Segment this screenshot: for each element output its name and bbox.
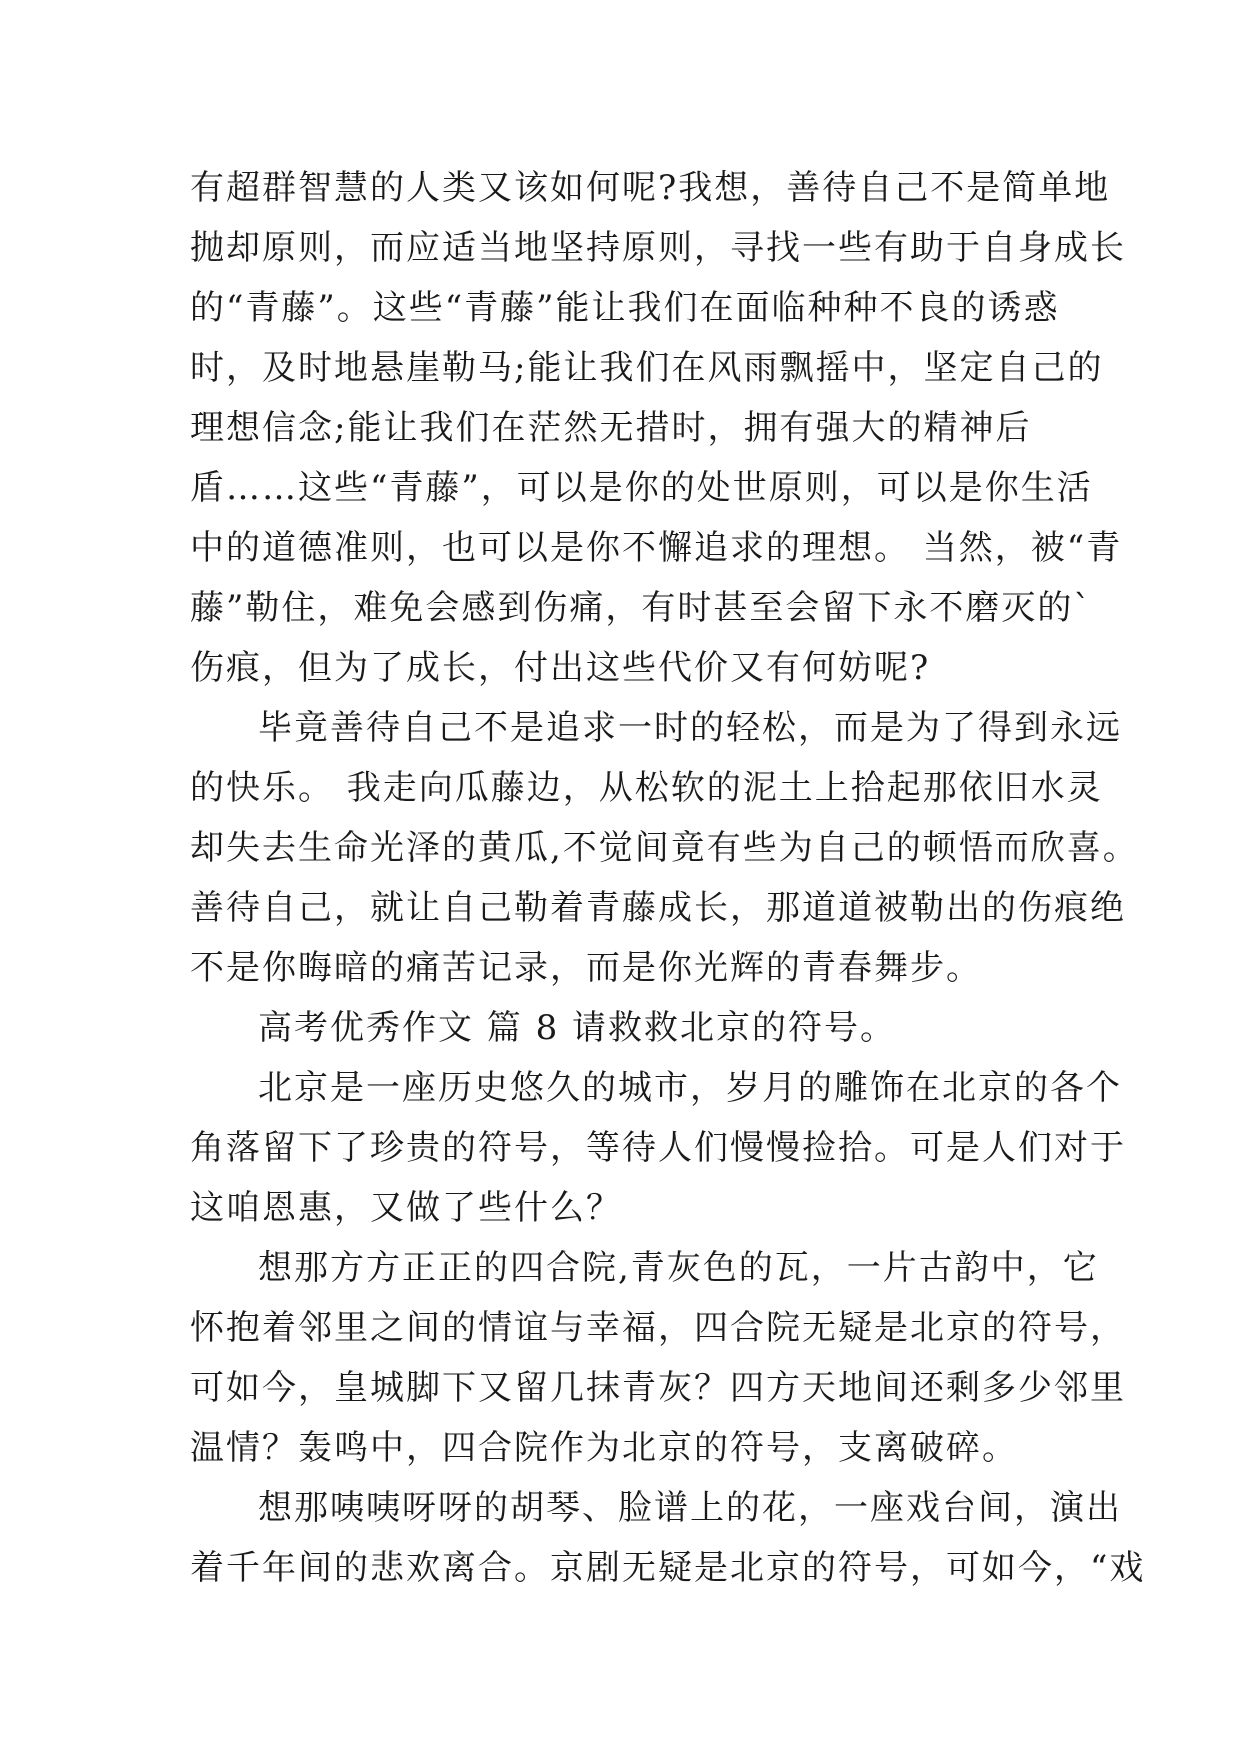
text-line: 有超群智慧的人类又该如何呢?我想，善待自己不是简单地 bbox=[190, 168, 1111, 208]
text-line: 理想信念;能让我们在茫然无措时，拥有强大的精神后 bbox=[190, 408, 1032, 448]
paragraph-start: 想那咦咦呀呀的胡琴、脸谱上的花，一座戏台间，演出 bbox=[258, 1488, 1122, 1528]
paragraph-start: 想那方方正正的四合院,青灰色的瓦，一片古韵中，它 bbox=[258, 1248, 1099, 1288]
text-line: 角落留下了珍贵的符号，等待人们慢慢捡拾。可是人们对于 bbox=[190, 1128, 1126, 1168]
text-line: 善待自己，就让自己勒着青藤成长，那道道被勒出的伤痕绝 bbox=[190, 888, 1126, 928]
text-line: 温情？轰鸣中，四合院作为北京的符号，支离破碎。 bbox=[190, 1428, 1018, 1468]
text-line: 中的道德准则，也可以是你不懈追求的理想。 当然，被“青 bbox=[190, 528, 1123, 568]
text-line: 不是你晦暗的痛苦记录，而是你光辉的青春舞步。 bbox=[190, 948, 982, 988]
text-line: 着千年间的悲欢离合。京剧无疑是北京的符号，可如今，“戏 bbox=[190, 1548, 1146, 1588]
section-heading: 高考优秀作文 篇 8 请救救北京的符号。 bbox=[258, 1008, 897, 1048]
text-line: 时，及时地悬崖勒马;能让我们在风雨飘摇中，坚定自己的 bbox=[190, 348, 1104, 388]
text-line: 盾……这些“青藤”，可以是你的处世原则，可以是你生活 bbox=[190, 468, 1093, 508]
paragraph-start: 毕竟善待自己不是追求一时的轻松，而是为了得到永远 bbox=[258, 708, 1122, 748]
text-line: 怀抱着邻里之间的情谊与幸福，四合院无疑是北京的符号， bbox=[190, 1308, 1126, 1348]
paragraph-start: 北京是一座历史悠久的城市，岁月的雕饰在北京的各个 bbox=[258, 1068, 1122, 1108]
text-line: 的快乐。 我走向瓜藤边，从松软的泥土上拾起那依旧水灵 bbox=[190, 768, 1103, 808]
text-line: 藤”勒住，难免会感到伤痛，有时甚至会留下永不磨灭的` bbox=[190, 588, 1093, 628]
text-line: 却失去生命光泽的黄瓜,不觉间竟有些为自己的顿悟而欣喜。 bbox=[190, 828, 1139, 868]
text-line: 抛却原则，而应适当地坚持原则，寻找一些有助于自身成长 bbox=[190, 228, 1126, 268]
text-line: 伤痕，但为了成长，付出这些代价又有何妨呢? bbox=[190, 648, 931, 688]
text-line: 的“青藤”。这些“青藤”能让我们在面临种种不良的诱惑 bbox=[190, 288, 1060, 328]
text-line: 这咱恩惠，又做了些什么？ bbox=[190, 1188, 622, 1228]
text-line: 可如今，皇城脚下又留几抹青灰？四方天地间还剩多少邻里 bbox=[190, 1368, 1126, 1408]
